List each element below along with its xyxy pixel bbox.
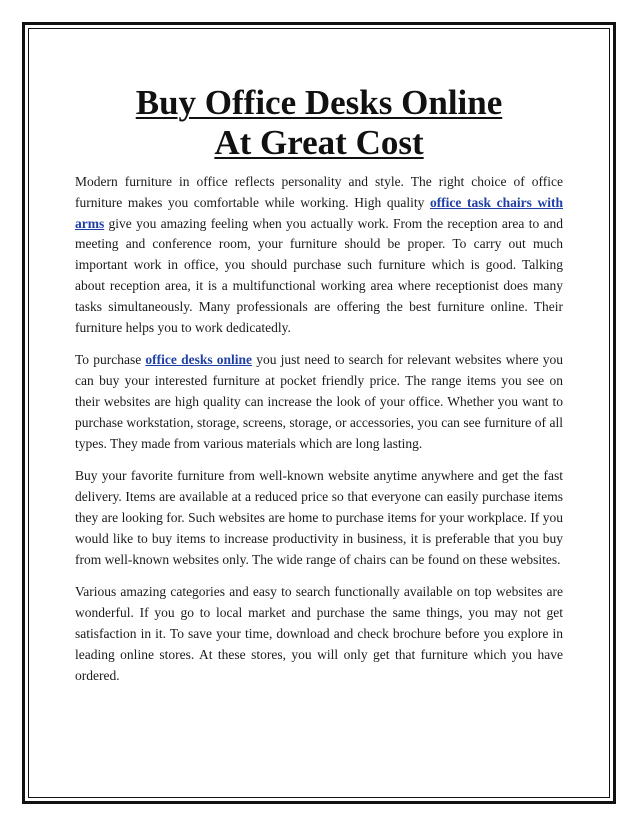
paragraph-3: Buy your favorite furniture from well-known website anytime anywhere and get the fast delivery. Items are available at a reduced price so that everyone can easily purchase items they are looking for. Such websites are home to purchase items for your workplace. If you would like to buy items to increase productivity in business, it is preferable that you buy from well-known websites only. The wide range of chairs can be found on these websites. <box>75 468 563 567</box>
office-desks-online-link[interactable]: office desks online <box>145 352 253 368</box>
paragraph-1-text-after: give you amazing feeling when you actually work. From the reception area to and meeting and conference room, your furniture should be proper. To carry out much important work in office, you should purchase such furniture which is good. Talking about reception area, it is a multifunctional working area where receptionist does many tasks simultaneously. Many professionals are offering the best furniture online. Their furniture helps you to work dedicatedly. <box>75 215 563 335</box>
document-body <box>75 83 563 698</box>
paragraph-2-text-after: you just need to search for relevant websites where you can buy your interested furniture at pocket friendly price. The range items you see on their websites are high quality can increase the look of your office. Whether you want to purchase workstation, storage, screens, storage, or accessories, you can see furniture of all types. They made from various materials which are long lasting. <box>75 352 564 451</box>
office-task-chairs-link[interactable]: office task chairs with arms <box>75 194 564 231</box>
title-line-2: At Great Cost <box>214 123 424 162</box>
document-title <box>75 83 563 163</box>
paragraph-2 <box>75 350 563 454</box>
paragraph-1-text-before: Modern furniture in office reflects personality and style. The right choice of office furniture makes you comfortable while working. High quality <box>75 174 563 210</box>
paragraph-4: Various amazing categories and easy to search functionally available on top websites are wonderful. If you go to local market and purchase the same things, you may not get satisfaction in it. To save your time, download and check brochure before you explore in leading online stores. At these stores, you will only get that furniture which you have ordered. <box>75 584 563 683</box>
title-line-1: Buy Office Desks Online <box>135 83 503 122</box>
paragraph-2-text-before: To purchase <box>75 352 146 368</box>
paragraph-1 <box>75 172 563 338</box>
